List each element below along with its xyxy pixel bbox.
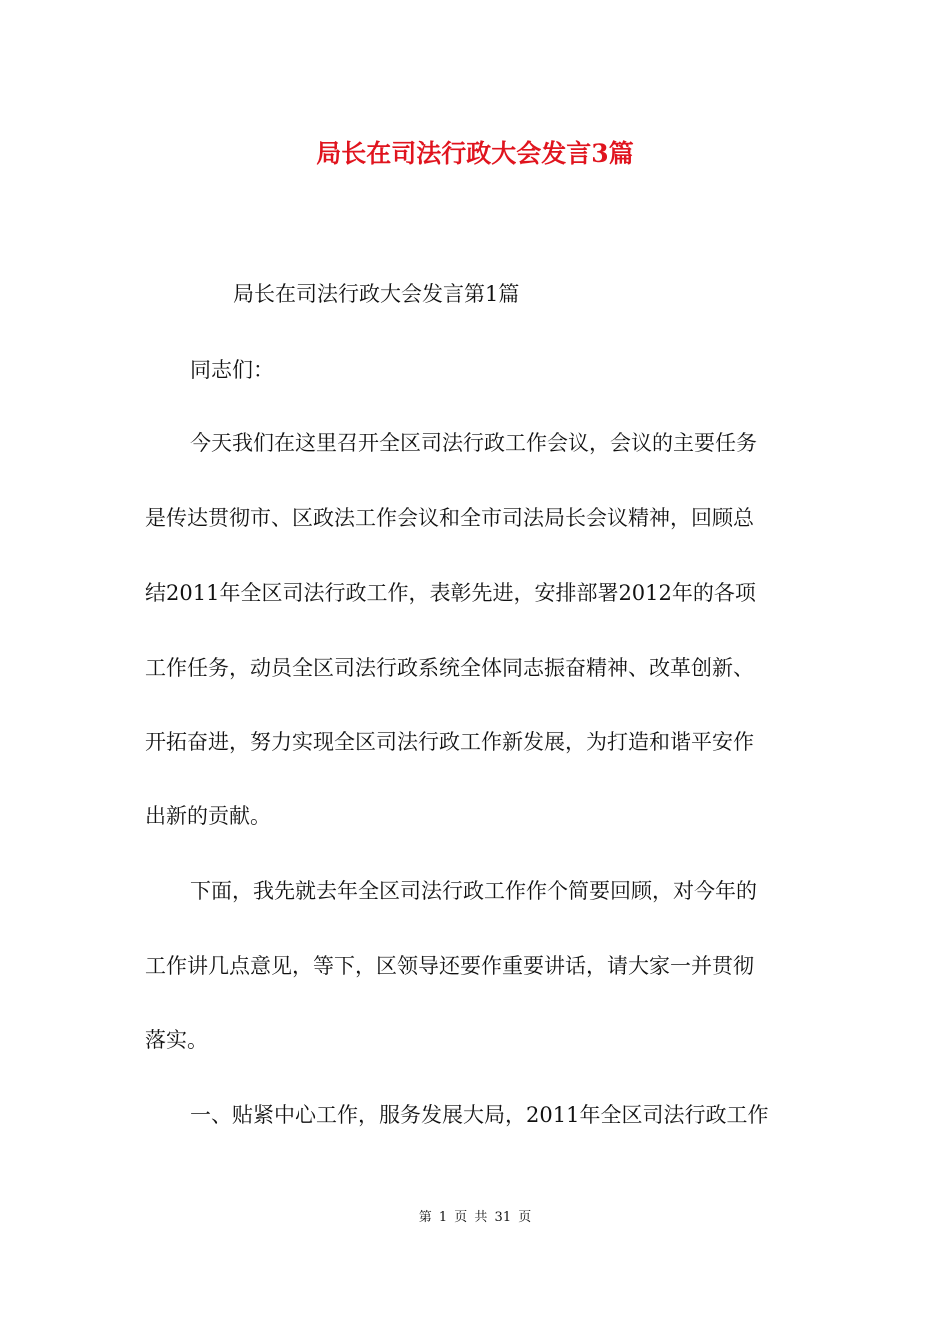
document-title: 局长在司法行政大会发言3篇 [316,139,634,168]
paragraph-line: 出新的贡献。 [145,804,271,828]
paragraph-line: 结2011年全区司法行政工作，表彰先进，安排部署2012年的各项 [145,581,756,605]
paragraph-line: 下面，我先就去年全区司法行政工作作个简要回顾，对今年的 [190,879,757,903]
paragraph-line: 一、贴紧中心工作，服务发展大局，2011年全区司法行政工作 [190,1103,769,1127]
paragraph-line: 落实。 [145,1028,208,1052]
paragraph-line: 工作讲几点意见，等下，区领导还要作重要讲话，请大家一并贯彻 [145,954,754,978]
paragraph-line: 是传达贯彻市、区政法工作会议和全市司法局长会议精神，回顾总 [145,506,754,530]
paragraph-line: 开拓奋进，努力实现全区司法行政工作新发展，为打造和谐平安作 [145,730,754,754]
salutation: 同志们： [190,358,274,382]
section-heading: 局长在司法行政大会发言第1篇 [233,282,520,306]
paragraph-line: 今天我们在这里召开全区司法行政工作会议，会议的主要任务 [190,431,757,455]
paragraph-line: 工作任务，动员全区司法行政系统全体同志振奋精神、改革创新、 [145,656,754,680]
page-number-footer: 第 1 页 共 31 页 [418,1210,532,1225]
